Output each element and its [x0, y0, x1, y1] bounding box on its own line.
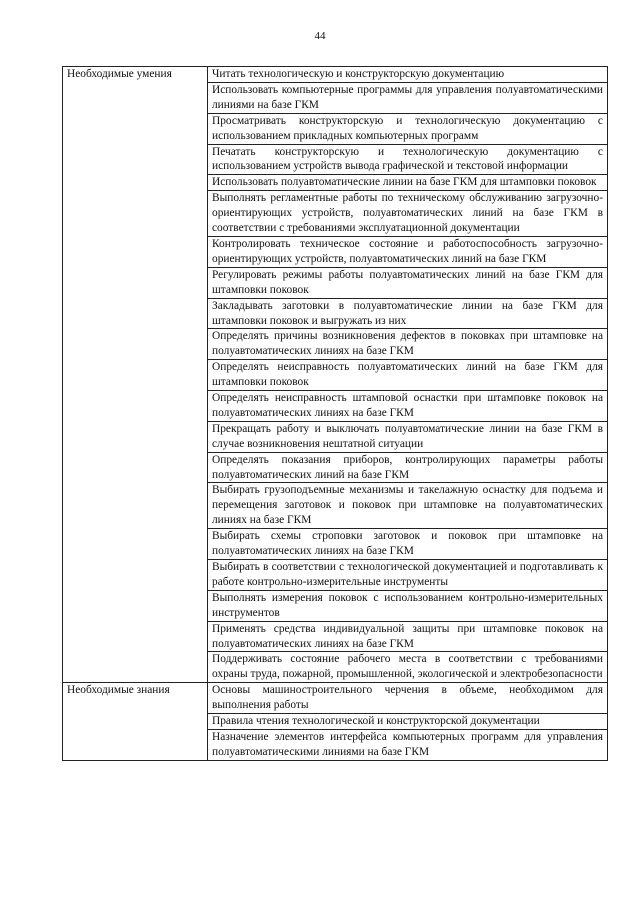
requirement-item: Использовать компьютерные программы для управления полуавтоматическими линиями на базе ГКМ	[208, 82, 608, 113]
requirement-item: Выбирать грузоподъемные механизмы и такелажную оснастку для подъема и перемещения заготовок и поковок при штамповке на полуавтоматических линиях на базе ГКМ	[208, 483, 608, 529]
section-title: Необходимые знания	[63, 683, 208, 761]
requirement-item: Печатать конструкторскую и технологическую документацию с использованием устройств вывода графической и текстовой информации	[208, 144, 608, 175]
requirement-item: Назначение элементов интерфейса компьютерных программ для управления полуавтоматическими линиями на базе ГКМ	[208, 729, 608, 760]
page-number: 44	[314, 30, 326, 42]
requirement-item: Выполнять регламентные работы по техническому обслуживанию загрузочно-ориентирующих устройств, полуавтоматических линий на базе ГКМ в соответствии с требованиями эксплуатационной документации	[208, 191, 608, 237]
requirement-item: Выбирать схемы строповки заготовок и поковок при штамповке на полуавтоматических линиях на базе ГКМ	[208, 529, 608, 560]
requirement-item: Определять неисправность полуавтоматических линий на базе ГКМ для штамповки поковок	[208, 360, 608, 391]
requirement-item: Правила чтения технологической и конструкторской документации	[208, 714, 608, 730]
requirement-item: Поддерживать состояние рабочего места в соответствии с требованиями охраны труда, пожарной, промышленной, экологической и электробезопасности	[208, 652, 608, 683]
requirement-item: Определять неисправность штамповой оснастки при штамповке поковок на полуавтоматических линиях на базе ГКМ	[208, 391, 608, 422]
requirement-item: Читать технологическую и конструкторскую документацию	[208, 67, 608, 83]
requirement-item: Прекращать работу и выключать полуавтоматические линии на базе ГКМ в случае возникновения нештатной ситуации	[208, 421, 608, 452]
table-row	[63, 67, 608, 83]
requirement-item: Определять показания приборов, контролирующих параметры работы полуавтоматических линий на базе ГКМ	[208, 452, 608, 483]
requirement-item: Выполнять измерения поковок с использованием контрольно-измерительных инструментов	[208, 590, 608, 621]
requirement-item: Контролировать техническое состояние и работоспособность загрузочно-ориентирующих устройств, полуавтоматических линий на базе ГКМ	[208, 236, 608, 267]
requirement-item: Определять причины возникновения дефектов в поковках при штамповке на полуавтоматических линиях на базе ГКМ	[208, 329, 608, 360]
requirement-item: Основы машиностроительного черчения в объеме, необходимом для выполнения работы	[208, 683, 608, 714]
requirement-item: Просматривать конструкторскую и технологическую документацию с использованием прикладных компьютерных программ	[208, 113, 608, 144]
requirement-item: Закладывать заготовки в полуавтоматические линии на базе ГКМ для штамповки поковок и выгружать из них	[208, 298, 608, 329]
requirement-item: Использовать полуавтоматические линии на базе ГКМ для штамповки поковок	[208, 175, 608, 191]
requirement-item: Регулировать режимы работы полуавтоматических линий на базе ГКМ для штамповки поковок	[208, 267, 608, 298]
requirements-table	[62, 66, 608, 761]
section-title: Необходимые умения	[63, 67, 208, 683]
requirement-item: Выбирать в соответствии с технологической документацией и подготавливать к работе контрольно-измерительные инструменты	[208, 560, 608, 591]
table-row	[63, 683, 608, 714]
requirement-item: Применять средства индивидуальной защиты при штамповке поковок на полуавтоматических линиях на базе ГКМ	[208, 621, 608, 652]
